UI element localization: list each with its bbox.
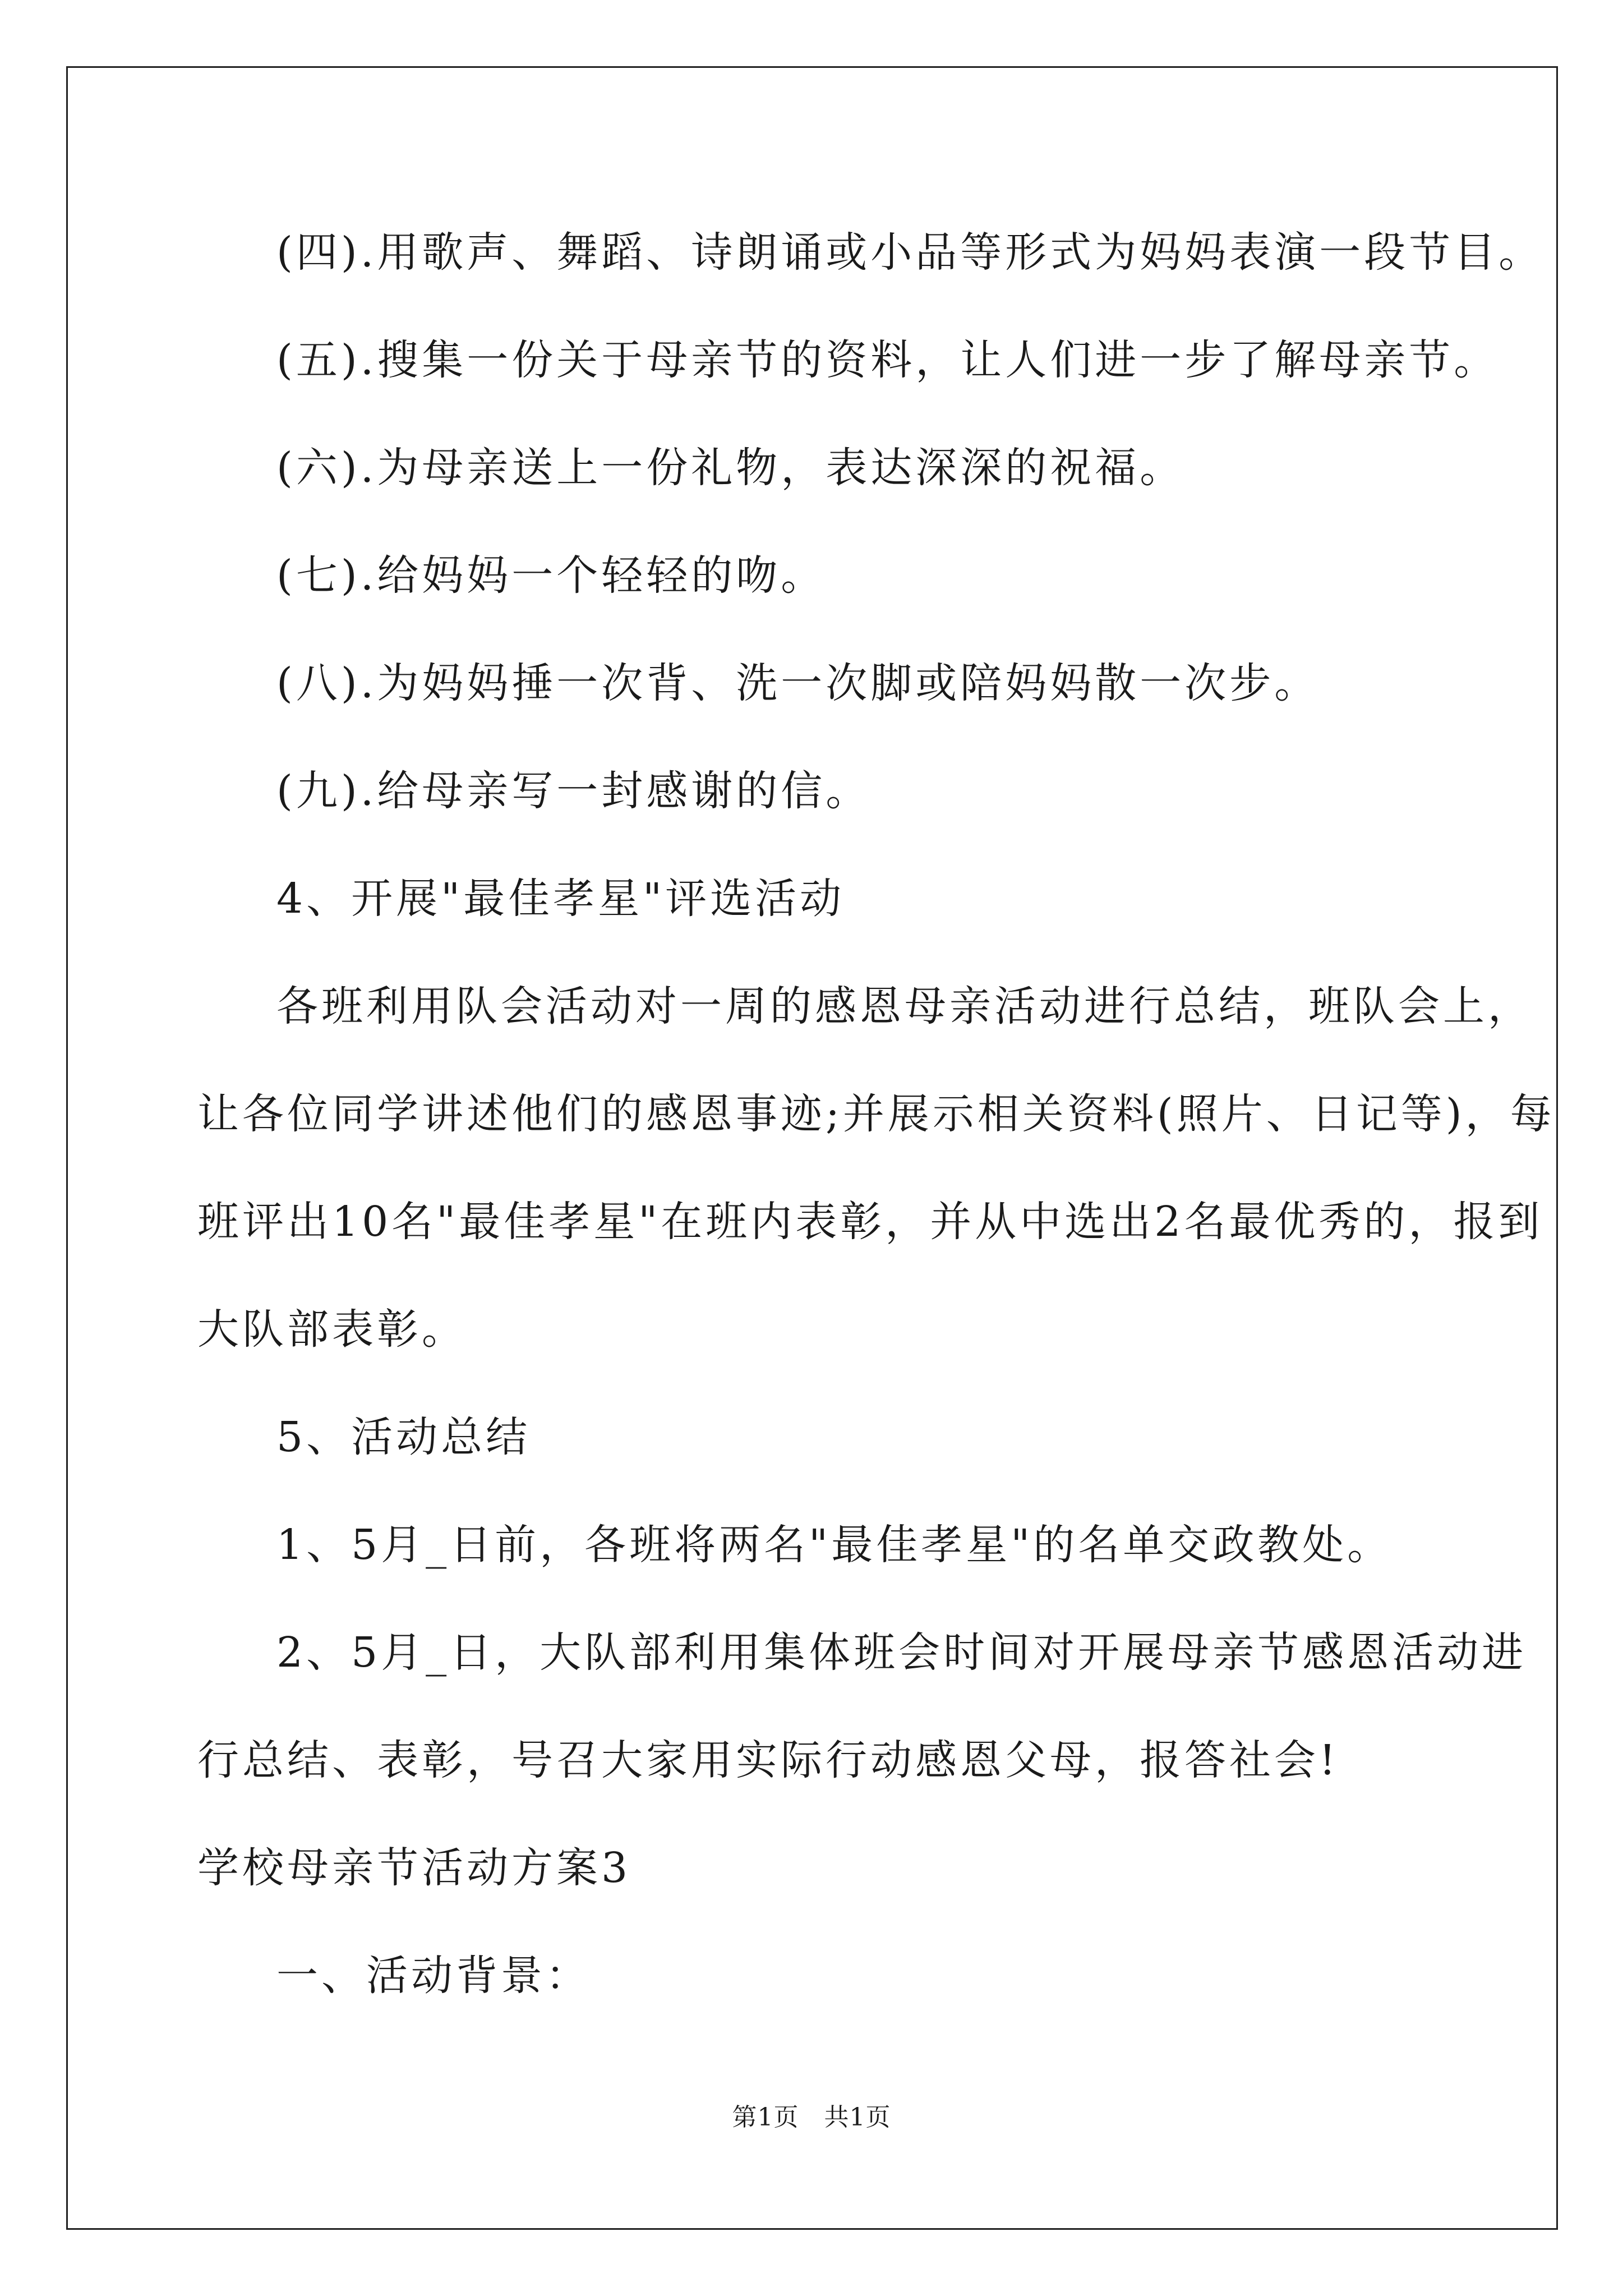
summary-item-2: 2、5月_日，大队部利用集体班会时间对开展母亲节感恩活动进 (276, 1628, 1527, 1677)
summary-item-1: 1、5月_日前，各班将两名"最佳孝星"的名单交政教处。 (276, 1521, 1393, 1569)
item-four: (四).用歌声、舞蹈、诗朗诵或小品等形式为妈妈表演一段节目。 (276, 228, 1544, 277)
body-paragraph-line: 班评出10名"最佳孝星"在班内表彰，并从中选出2名最优秀的，报到 (197, 1198, 1543, 1246)
body-paragraph-line: 各班利用队会活动对一周的感恩母亲活动进行总结，班队会上， (276, 982, 1533, 1030)
item-seven: (七).给妈妈一个轻轻的吻。 (276, 551, 826, 600)
body-paragraph-line: 大队部表彰。 (197, 1305, 467, 1354)
summary-item-2-continued: 行总结、表彰，号召大家用实际行动感恩父母，报答社会! (197, 1736, 1339, 1784)
item-five: (五).搜集一份关于母亲节的资料，让人们进一步了解母亲节。 (276, 336, 1499, 384)
plan-title: 学校母亲节活动方案3 (197, 1844, 631, 1892)
item-eight: (八).为妈妈捶一次背、洗一次脚或陪妈妈散一次步。 (276, 659, 1320, 707)
section-heading-background: 一、活动背景： (276, 1952, 591, 2000)
section-heading-5: 5、活动总结 (276, 1413, 531, 1461)
body-paragraph-line: 让各位同学讲述他们的感恩事迹;并展示相关资料(照片、日记等)，每 (197, 1090, 1555, 1138)
page-number-footer: 第1页 共1页 (732, 2103, 891, 2132)
item-six: (六).为母亲送上一份礼物，表达深深的祝福。 (276, 444, 1185, 492)
page-border (66, 66, 1558, 2230)
section-heading-4: 4、开展"最佳孝星"评选活动 (276, 875, 845, 923)
item-nine: (九).给母亲写一封感谢的信。 (276, 767, 871, 815)
